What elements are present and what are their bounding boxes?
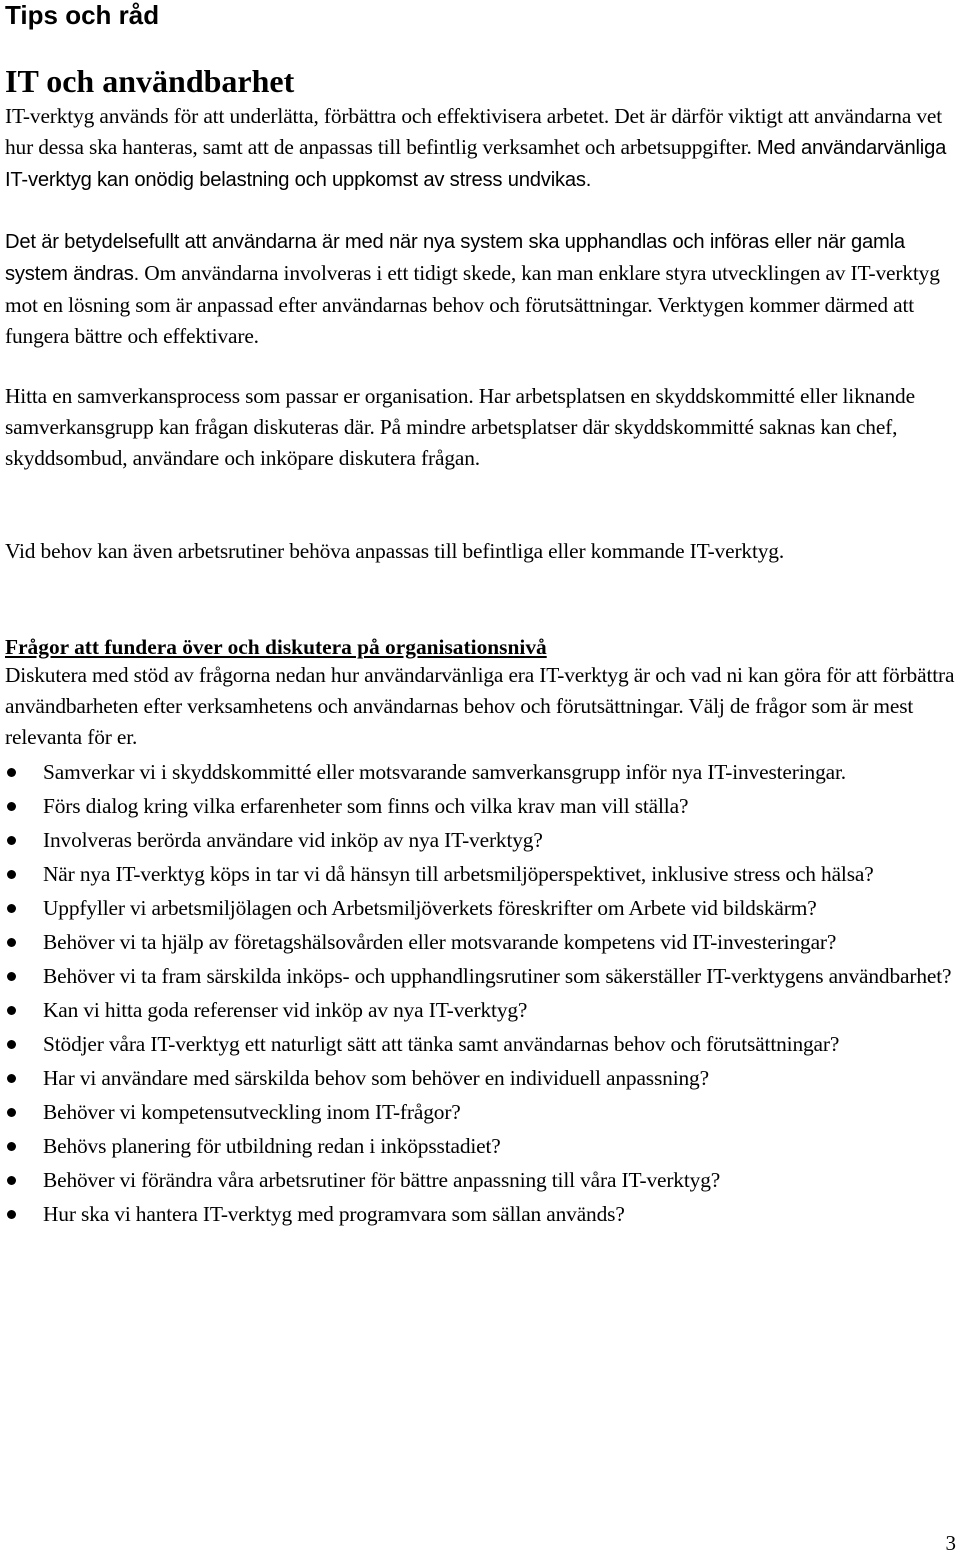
bullet-icon [7, 1074, 16, 1083]
intro-paragraph-2-serif: Om användarna involveras i ett tidigt skede, kan man enklare styra utvecklingen av IT-verktyg mot en lösning som är anpassad efter användarnas behov och förutsättningar. Verktygen kommer därmed att fungera bättre och effektivare. [5, 261, 940, 348]
list-item [0, 1165, 955, 1196]
bullet-icon [7, 904, 16, 913]
list-item-text: Behöver vi ta fram särskilda inköps- och upphandlingsrutiner som säkerställer IT-verktygens användbarhet? [43, 964, 952, 988]
list-item [0, 927, 955, 958]
list-item [0, 757, 955, 788]
list-item-text: Uppfyller vi arbetsmiljölagen och Arbetsmiljöverkets föreskrifter om Arbete vid bildskärm? [43, 896, 817, 920]
list-item [0, 1029, 955, 1060]
bullet-icon [7, 1040, 16, 1049]
list-item-text: Har vi användare med särskilda behov som behöver en individuell anpassning? [43, 1066, 709, 1090]
list-item-text: Behövs planering för utbildning redan i inköpsstadiet? [43, 1134, 501, 1158]
list-item [0, 859, 955, 890]
list-item [0, 791, 955, 822]
list-item [0, 1063, 955, 1094]
bullet-icon [7, 1006, 16, 1015]
list-item [0, 1097, 955, 1128]
list-item-text: Förs dialog kring vilka erfarenheter som finns och vilka krav man vill ställa? [43, 794, 689, 818]
list-item-text: Involveras berörda användare vid inköp av nya IT-verktyg? [43, 828, 543, 852]
page-header-title: Tips och råd [5, 0, 160, 30]
list-item [0, 961, 955, 992]
list-item-text: Kan vi hitta goda referenser vid inköp av nya IT-verktyg? [43, 998, 528, 1022]
list-item [0, 825, 955, 856]
bullet-icon [7, 1108, 16, 1117]
intro-paragraph-1-serif: IT-verktyg används för att underlätta, förbättra och effektivisera arbetet. Det är därför viktigt att användarna vet hur dessa ska hanteras, samt att de anpassas till befintlig verksamhet och arbetsuppgifter. [5, 104, 943, 159]
intro-paragraph-1-sans: Med användarvänliga IT-verktyg kan onödig belastning och uppkomst av stress undvikas. [5, 137, 947, 191]
list-item-text: Behöver vi ta hjälp av företagshälsovården eller motsvarande kompetens vid IT-investeringar? [43, 930, 837, 954]
intro-paragraph-4: Vid behov kan även arbetsrutiner behöva anpassas till befintliga eller kommande IT-verktyg. [5, 539, 785, 563]
intro-paragraph-3: Hitta en samverkansprocess som passar er organisation. Har arbetsplatsen en skyddskommitté eller liknande samverkansgrupp kan frågan diskuteras där. På mindre arbetsplatser där skyddskommitté saknas kan chef, skyddsombud, användare och inköpare diskutera frågan. [5, 384, 915, 470]
list-item [0, 1131, 955, 1162]
bullet-icon [7, 938, 16, 947]
intro-paragraph-1 [5, 101, 955, 196]
list-item-text: Samverkar vi i skyddskommitté eller motsvarande samverkansgrupp inför nya IT-investeringar. [43, 760, 846, 784]
intro-paragraph-2-sans: Det är betydelsefullt att användarna är med när nya system ska upphandlas och införas eller när gamla system ändras. [5, 231, 905, 285]
bullet-icon [7, 1142, 16, 1151]
list-item-text: Stödjer våra IT-verktyg ett naturligt sätt att tänka samt användarnas behov och förutsättningar? [43, 1032, 840, 1056]
list-item [0, 995, 955, 1026]
questions-list [0, 757, 955, 1233]
bullet-icon [7, 972, 16, 981]
bullet-icon [7, 1176, 16, 1185]
list-item-text: Behöver vi kompetensutveckling inom IT-frågor? [43, 1100, 461, 1124]
questions-heading: Frågor att fundera över och diskutera på organisationsnivå [5, 635, 547, 659]
bullet-icon [7, 870, 16, 879]
bullet-icon [7, 802, 16, 811]
questions-intro: Diskutera med stöd av frågorna nedan hur användarvänliga era IT-verktyg är och vad ni kan göra för att förbättra användbarheten efter verksamhetens och användarnas behov och förutsättningar. Välj de frågor som är mest relevanta för er. [5, 663, 955, 749]
page-number: 3 [945, 1531, 956, 1555]
bullet-icon [7, 1210, 16, 1219]
list-item [0, 893, 955, 924]
list-item-text: När nya IT-verktyg köps in tar vi då hänsyn till arbetsmiljöperspektivet, inklusive stress och hälsa? [43, 862, 874, 886]
list-item [0, 1199, 955, 1230]
section-title: IT och användbarhet [5, 63, 295, 99]
bullet-icon [7, 768, 16, 777]
list-item-text: Behöver vi förändra våra arbetsrutiner för bättre anpassning till våra IT-verktyg? [43, 1168, 721, 1192]
list-item-text: Hur ska vi hantera IT-verktyg med programvara som sällan används? [43, 1202, 625, 1226]
intro-paragraph-2 [5, 226, 955, 352]
bullet-icon [7, 836, 16, 845]
